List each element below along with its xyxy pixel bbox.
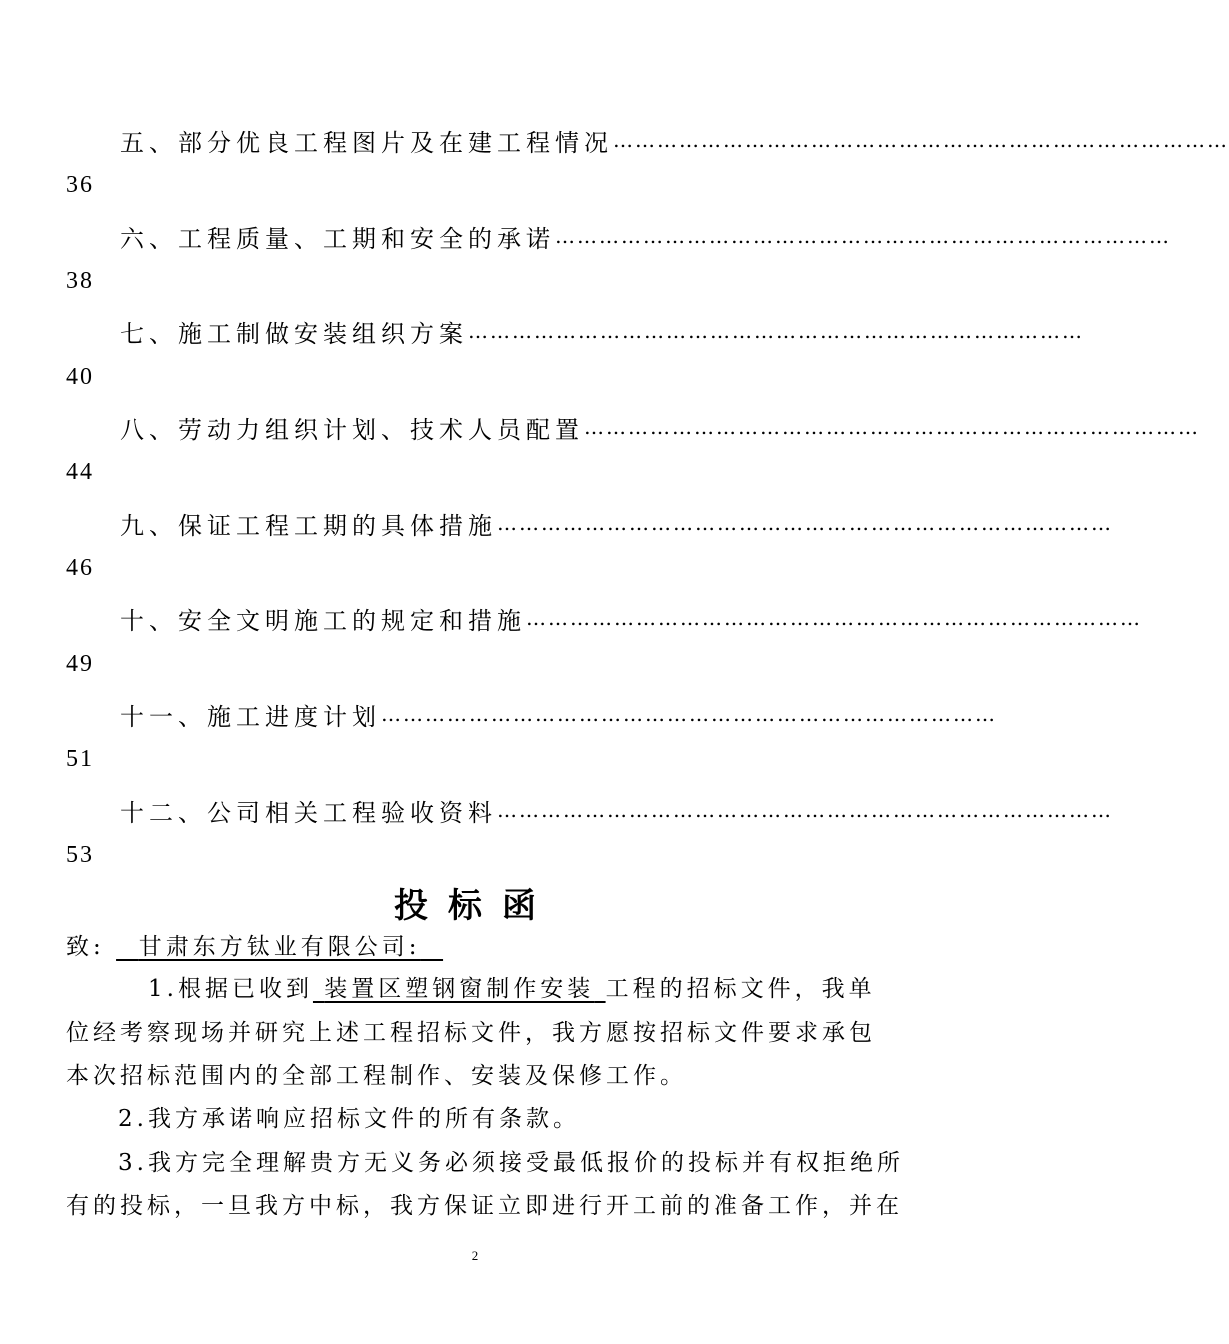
page-number: 2 xyxy=(471,1248,479,1263)
toc-entry xyxy=(120,218,1171,254)
toc-leader-dots: ………………………………………………………………………… xyxy=(381,702,997,726)
toc-leader-dots: ………………………………………………………………………… xyxy=(468,319,1084,343)
recipient-line xyxy=(66,928,886,961)
toc-entry xyxy=(120,505,1113,541)
toc-entry-page: 36 xyxy=(66,172,94,198)
toc-entry-title: 五、部分优良工程图片及在建工程情况 xyxy=(120,128,613,157)
recipient-name: 甘肃东方钛业有限公司: xyxy=(138,934,421,960)
toc-entry xyxy=(120,122,1229,158)
toc-entry-page: 44 xyxy=(66,459,94,485)
toc-leader-dots: ………………………………………………………………………… xyxy=(555,224,1171,248)
toc-entry-page: 53 xyxy=(66,842,94,868)
toc-entry-title: 十二、公司相关工程验收资料 xyxy=(120,798,497,827)
toc-entry xyxy=(120,313,1084,349)
toc-entry-page: 40 xyxy=(66,364,94,390)
paragraph-1-line-3: 本次招标范围内的全部工程制作、安装及保修工作。 xyxy=(66,1063,687,1089)
paragraph-1-line-1: 1.根据已收到 装置区塑钢窗制作安装 工程的招标文件，我单 xyxy=(148,976,876,1002)
toc-entry-title: 九、保证工程工期的具体措施 xyxy=(120,511,497,540)
paragraph-2: 2.我方承诺响应招标文件的所有条款。 xyxy=(118,1106,580,1132)
toc-entry-title: 八、劳动力组织计划、技术人员配置 xyxy=(120,415,584,444)
toc-entry-page: 38 xyxy=(66,268,94,294)
toc-entry xyxy=(120,792,1113,828)
letter-heading: 投标函 xyxy=(394,886,556,926)
toc-entry xyxy=(120,600,1142,636)
toc-leader-dots: ………………………………………………………………………… xyxy=(613,128,1229,152)
paragraph-3-line-1: 3.我方完全理解贵方无义务必须接受最低报价的投标并有权拒绝所 xyxy=(118,1150,904,1176)
toc-leader-dots: ………………………………………………………………………… xyxy=(497,511,1113,535)
toc-leader-dots: ………………………………………………………………………… xyxy=(584,415,1200,439)
toc-entry xyxy=(120,409,1200,445)
toc-leader-dots: ………………………………………………………………………… xyxy=(526,606,1142,630)
toc-entry-title: 十一、施工进度计划 xyxy=(120,702,381,731)
toc-entry-page: 49 xyxy=(66,651,94,677)
paragraph-1-line-2: 位经考察现场并研究上述工程招标文件，我方愿按招标文件要求承包 xyxy=(66,1020,876,1046)
toc-entry-title: 十、安全文明施工的规定和措施 xyxy=(120,606,526,635)
project-name: 装置区塑钢窗制作安装 xyxy=(324,976,595,1002)
toc-entry xyxy=(120,696,997,732)
toc-leader-dots: ………………………………………………………………………… xyxy=(497,798,1113,822)
to-label: 致: xyxy=(66,934,105,960)
toc-entry-title: 六、工程质量、工期和安全的承诺 xyxy=(120,224,555,253)
toc-entry-page: 51 xyxy=(66,746,94,772)
toc-entry-title: 七、施工制做安装组织方案 xyxy=(120,319,468,348)
paragraph-3-line-2: 有的投标，一旦我方中标，我方保证立即进行开工前的准备工作，并在 xyxy=(66,1193,903,1219)
toc-entry-page: 46 xyxy=(66,555,94,581)
